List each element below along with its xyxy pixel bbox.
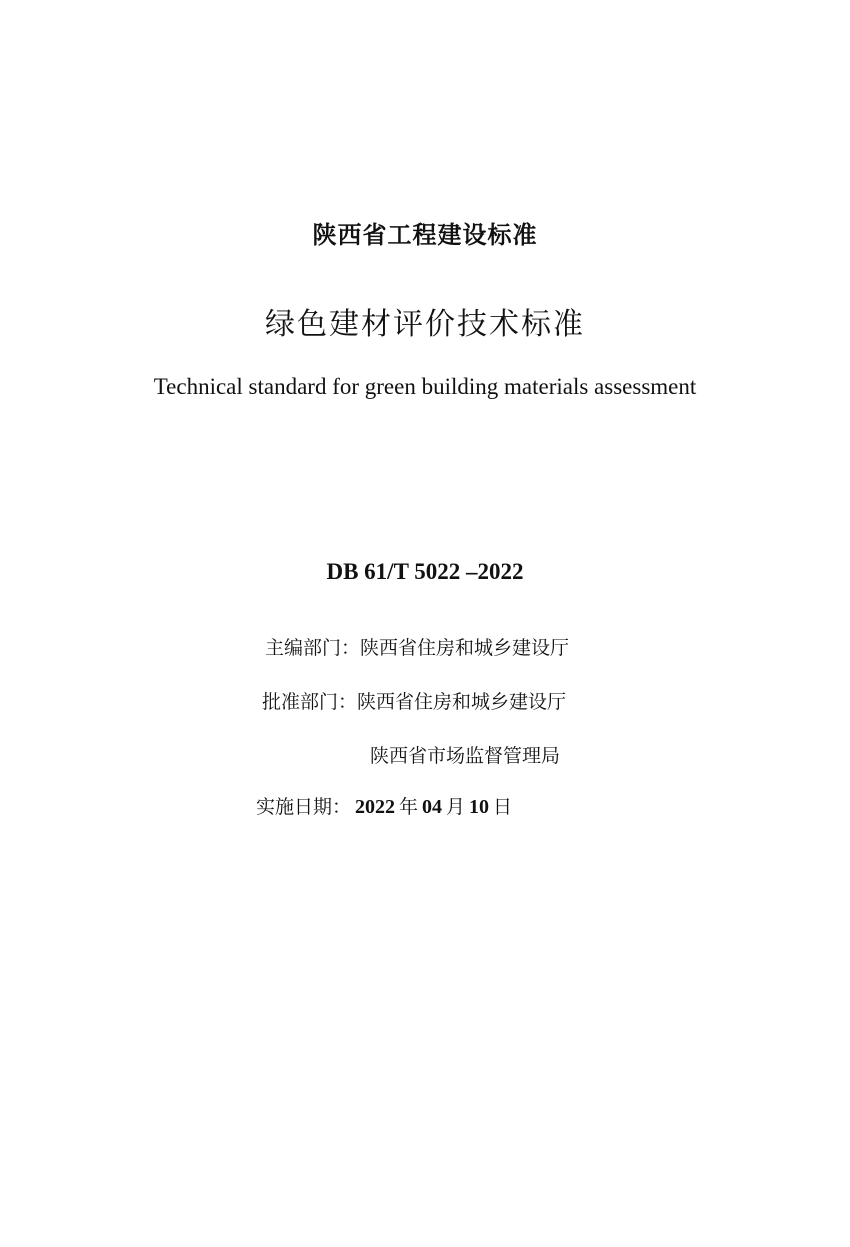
approval-value-primary: 陕西省住房和城乡建设厅 [357, 691, 567, 713]
approval-label: 批准部门： [262, 691, 358, 713]
effective-date-day: 10 [469, 796, 490, 818]
effective-date-year: 2022 [355, 796, 396, 818]
effective-date-line [256, 793, 512, 821]
approval-value-secondary: 陕西省市场监督管理局 [370, 745, 561, 767]
standard-series-heading: 陕西省工程建设标准 [312, 221, 538, 249]
year-unit: 年 [399, 796, 419, 818]
chief-editor-value: 陕西省住房和城乡建设厅 [360, 637, 570, 659]
chief-editor-line [265, 634, 569, 662]
effective-date-label: 实施日期： [256, 796, 352, 818]
document-title-chinese: 绿色建材评价技术标准 [265, 307, 585, 342]
document-title-english: Technical standard for green building materials assessment [153, 374, 697, 399]
chief-editor-label: 主编部门： [265, 637, 361, 659]
approval-line-secondary [370, 742, 560, 770]
day-unit: 日 [493, 796, 513, 818]
standard-number: DB 61/T 5022 –2022 [326, 559, 524, 584]
month-unit: 月 [446, 796, 466, 818]
approval-line [262, 688, 566, 716]
effective-date-month: 04 [422, 796, 443, 818]
